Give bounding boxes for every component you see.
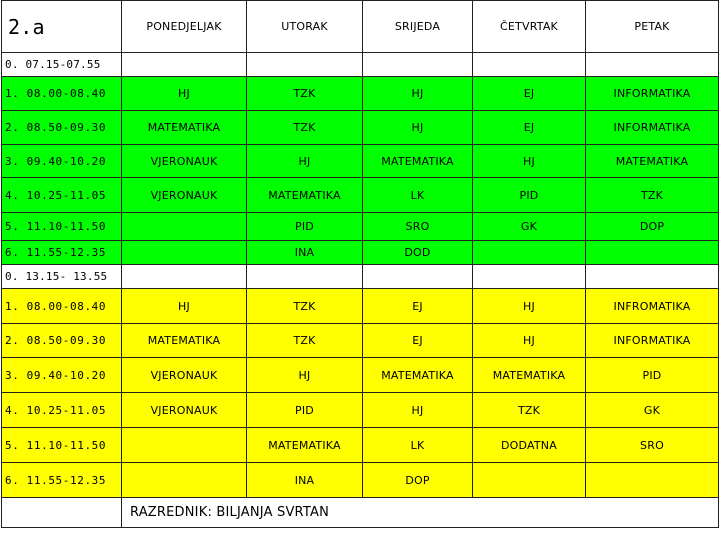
empty-cell (2, 498, 122, 528)
subject-cell: INFORMATIKA (586, 111, 719, 145)
header-row (2, 1, 719, 53)
subject-cell: INA (247, 463, 363, 498)
zero-period-label: 0. 13.15- 13.55 (2, 265, 122, 289)
subject-cell: GK (473, 213, 586, 241)
schedule-table (1, 0, 719, 528)
subject-cell (586, 241, 719, 265)
period-row (2, 393, 719, 428)
empty-cell (247, 265, 363, 289)
subject-cell (586, 463, 719, 498)
period-time: 5. 11.10-11.50 (2, 213, 122, 241)
subject-cell: EJ (473, 77, 586, 111)
subject-cell: MATEMATIKA (363, 145, 473, 178)
subject-cell: TZK (247, 77, 363, 111)
subject-cell: DOP (363, 463, 473, 498)
zero-period-label: 0. 07.15-07.55 (2, 53, 122, 77)
period-time: 2. 08.50-09.30 (2, 324, 122, 358)
subject-cell: INA (247, 241, 363, 265)
subject-cell: TZK (586, 178, 719, 213)
subject-cell: HJ (363, 111, 473, 145)
period-row (2, 77, 719, 111)
subject-cell: VJERONAUK (122, 358, 247, 393)
zero-period-row (2, 53, 719, 77)
subject-cell: MATEMATIKA (586, 145, 719, 178)
subject-cell: TZK (247, 324, 363, 358)
subject-cell: PID (473, 178, 586, 213)
subject-cell: HJ (247, 358, 363, 393)
empty-cell (586, 265, 719, 289)
day-header: UTORAK (247, 1, 363, 53)
period-time: 3. 09.40-10.20 (2, 145, 122, 178)
subject-cell (122, 213, 247, 241)
period-row (2, 178, 719, 213)
subject-cell: MATEMATIKA (247, 428, 363, 463)
subject-cell: SRO (586, 428, 719, 463)
period-row (2, 241, 719, 265)
empty-cell (122, 265, 247, 289)
period-row (2, 463, 719, 498)
empty-cell (122, 53, 247, 77)
subject-cell: MATEMATIKA (473, 358, 586, 393)
subject-cell: HJ (247, 145, 363, 178)
subject-cell: INFORMATIKA (586, 77, 719, 111)
subject-cell: TZK (247, 289, 363, 324)
period-row (2, 358, 719, 393)
period-time: 1. 08.00-08.40 (2, 289, 122, 324)
subject-cell: HJ (473, 324, 586, 358)
subject-cell: HJ (122, 289, 247, 324)
subject-cell: HJ (363, 77, 473, 111)
subject-cell: PID (586, 358, 719, 393)
subject-cell: INFROMATIKA (586, 289, 719, 324)
empty-cell (363, 53, 473, 77)
subject-cell: MATEMATIKA (363, 358, 473, 393)
subject-cell: VJERONAUK (122, 393, 247, 428)
subject-cell: VJERONAUK (122, 145, 247, 178)
subject-cell: DOP (586, 213, 719, 241)
subject-cell: DODATNA (473, 428, 586, 463)
period-row (2, 324, 719, 358)
subject-cell: HJ (363, 393, 473, 428)
subject-cell: GK (586, 393, 719, 428)
period-row (2, 145, 719, 178)
period-time: 4. 10.25-11.05 (2, 178, 122, 213)
subject-cell (473, 241, 586, 265)
period-row (2, 111, 719, 145)
period-time: 6. 11.55-12.35 (2, 463, 122, 498)
subject-cell: MATEMATIKA (122, 111, 247, 145)
period-time: 6. 11.55-12.35 (2, 241, 122, 265)
subject-cell: LK (363, 178, 473, 213)
empty-cell (473, 53, 586, 77)
subject-cell: MATEMATIKA (122, 324, 247, 358)
day-header: ČETVRTAK (473, 1, 586, 53)
subject-cell: PID (247, 213, 363, 241)
subject-cell: HJ (473, 289, 586, 324)
subject-cell: TZK (247, 111, 363, 145)
subject-cell: INFORMATIKA (586, 324, 719, 358)
period-row (2, 289, 719, 324)
subject-cell: VJERONAUK (122, 178, 247, 213)
teacher-row (2, 498, 719, 528)
zero-period-row (2, 265, 719, 289)
period-row (2, 213, 719, 241)
subject-cell: EJ (363, 324, 473, 358)
subject-cell: DOD (363, 241, 473, 265)
subject-cell: PID (247, 393, 363, 428)
day-header: SRIJEDA (363, 1, 473, 53)
day-header: PETAK (586, 1, 719, 53)
subject-cell (122, 463, 247, 498)
period-time: 1. 08.00-08.40 (2, 77, 122, 111)
subject-cell: TZK (473, 393, 586, 428)
empty-cell (247, 53, 363, 77)
period-time: 2. 08.50-09.30 (2, 111, 122, 145)
subject-cell (122, 428, 247, 463)
period-row (2, 428, 719, 463)
subject-cell: SRO (363, 213, 473, 241)
empty-cell (586, 53, 719, 77)
subject-cell: EJ (363, 289, 473, 324)
class-teacher: RAZREDNIK: BILJANJA SVRTAN (122, 498, 719, 528)
period-time: 4. 10.25-11.05 (2, 393, 122, 428)
class-name: 2.a (2, 1, 122, 53)
subject-cell (473, 463, 586, 498)
subject-cell: MATEMATIKA (247, 178, 363, 213)
empty-cell (363, 265, 473, 289)
empty-cell (473, 265, 586, 289)
subject-cell: HJ (473, 145, 586, 178)
period-time: 5. 11.10-11.50 (2, 428, 122, 463)
subject-cell (122, 241, 247, 265)
period-time: 3. 09.40-10.20 (2, 358, 122, 393)
subject-cell: EJ (473, 111, 586, 145)
day-header: PONEDJELJAK (122, 1, 247, 53)
subject-cell: LK (363, 428, 473, 463)
subject-cell: HJ (122, 77, 247, 111)
